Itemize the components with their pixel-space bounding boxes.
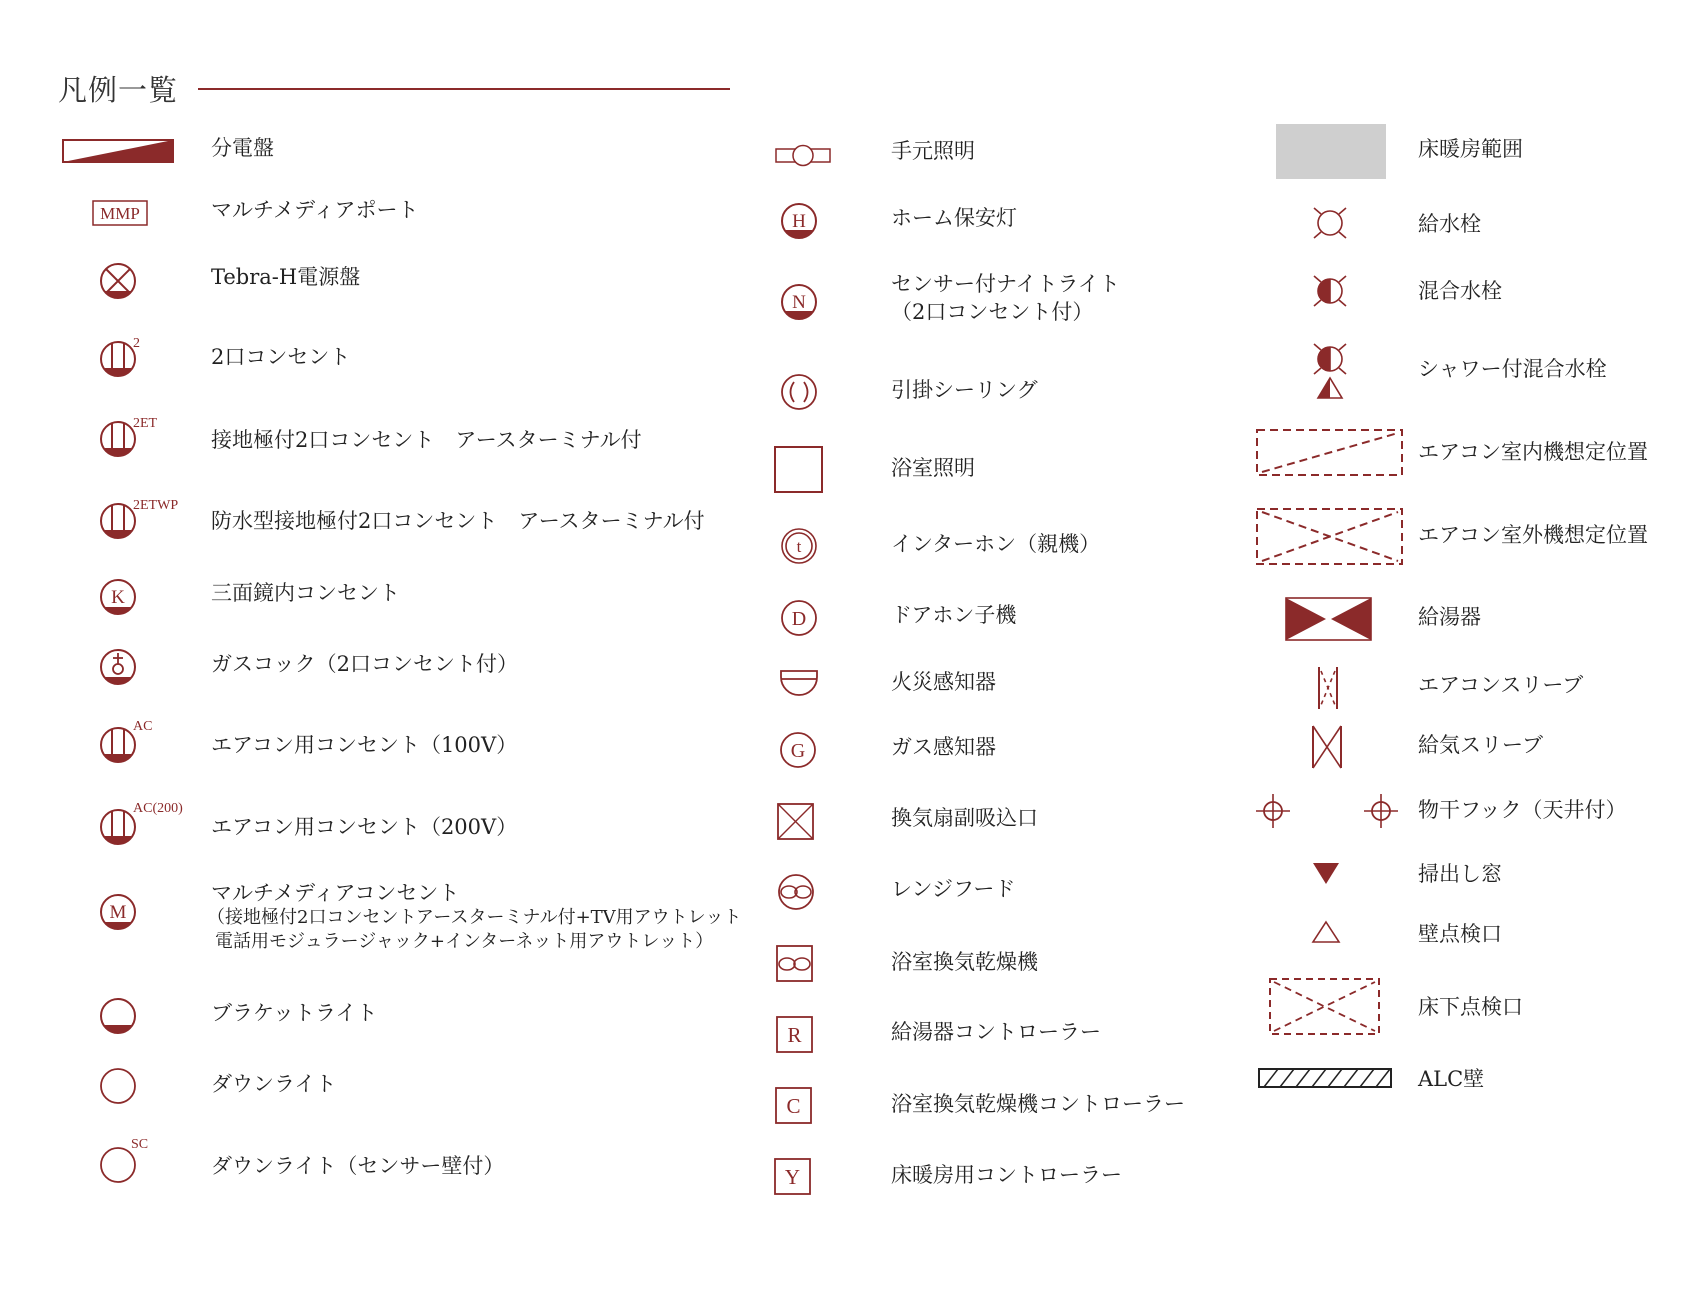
legend-label: マルチメディアコンセント	[211, 881, 460, 905]
mmp-box-icon	[92, 200, 148, 226]
outlet-icon	[99, 500, 199, 540]
square-icon	[774, 446, 824, 494]
svg-text:N: N	[792, 292, 806, 313]
legend-label: 給水栓	[1418, 212, 1481, 236]
circle-letter-half-filled-icon	[780, 283, 818, 321]
water-faucet-icon	[1312, 206, 1348, 240]
fire-detector-icon	[779, 667, 819, 701]
ac-outdoor-dashed-icon	[1256, 508, 1404, 566]
triangle-outline-icon	[1312, 920, 1340, 944]
alc-wall-hatch-icon	[1258, 1068, 1394, 1090]
circle-letter-half-filled-icon	[99, 578, 137, 616]
outlet-superscript: 2ETWP	[133, 498, 179, 513]
water-heater-icon	[1285, 597, 1373, 641]
bracket-light-icon	[99, 997, 137, 1035]
legend-label: 浴室照明	[891, 456, 975, 480]
legend-label: 物干フック（天井付）	[1418, 798, 1627, 822]
legend-label: 浴室換気乾燥機コントローラー	[891, 1092, 1185, 1116]
legend-label: 接地極付2口コンセント アースターミナル付	[211, 428, 642, 452]
circle-letter-icon	[780, 599, 818, 637]
legend-label: 火災感知器	[891, 670, 996, 694]
outlet-icon	[99, 338, 179, 378]
legend-label: 三面鏡内コンセント	[211, 581, 400, 605]
downlight-icon	[99, 1138, 179, 1184]
svg-text:K: K	[111, 587, 125, 608]
legend-label: ホーム保安灯	[891, 206, 1017, 230]
legend-label: 分電盤	[211, 136, 274, 160]
circle-letter-icon	[779, 731, 817, 769]
square-infinity-icon	[776, 945, 814, 983]
filled-triangle-down-icon	[1312, 862, 1340, 886]
square-x-icon	[777, 803, 815, 841]
outlet-icon	[99, 801, 209, 846]
legend-label: 給湯器	[1418, 605, 1481, 629]
svg-text:Y: Y	[784, 1165, 801, 1189]
drying-hook-icon	[1362, 792, 1400, 830]
legend-label: 防水型接地極付2口コンセント アースターミナル付	[211, 509, 705, 533]
square-letter-icon	[775, 1087, 813, 1125]
circle-infinity-icon	[777, 873, 815, 911]
legend-label: 給気スリーブ	[1418, 733, 1543, 757]
svg-text:t: t	[796, 537, 802, 556]
air-sleeve-icon	[1311, 724, 1343, 770]
svg-text:G: G	[790, 740, 806, 762]
ceiling-hook-icon	[780, 373, 818, 411]
legend-label: エアコン用コンセント（200V）	[211, 815, 518, 839]
gas-cock-icon	[99, 648, 137, 686]
legend-label: インターホン（親機）	[891, 532, 1101, 556]
legend-label: ダウンライト（センサー壁付）	[211, 1154, 505, 1178]
legend-label: 手元照明	[891, 139, 975, 163]
legend-label: ガスコック（2口コンセント付）	[211, 652, 518, 676]
gray-area-icon	[1276, 124, 1386, 180]
legend-label: 掃出し窓	[1418, 862, 1502, 886]
double-circle-letter-icon	[780, 527, 818, 565]
legend-label: レンジフード	[891, 877, 1016, 901]
legend-label: ドアホン子機	[891, 603, 1017, 627]
svg-text:H: H	[792, 211, 806, 232]
legend-label: Tebra-H電源盤	[211, 265, 361, 289]
floor-inspection-dashed-icon	[1269, 978, 1381, 1036]
legend-label: エアコン室外機想定位置	[1418, 523, 1648, 547]
svg-text:R: R	[787, 1023, 802, 1047]
legend-label: シャワー付混合水栓	[1418, 357, 1607, 381]
page-title: 凡例一覧	[58, 73, 179, 107]
hand-light-icon	[775, 143, 831, 169]
outlet-superscript: AC(200)	[133, 801, 183, 816]
legend-label-detail: （2口コンセント付）	[891, 300, 1094, 324]
svg-text:D: D	[791, 608, 807, 630]
downlight-superscript: SC	[131, 1137, 149, 1152]
legend-label: ダウンライト	[211, 1072, 337, 1096]
legend-label: 換気扇副吸込口	[891, 806, 1038, 830]
mixing-faucet-icon	[1312, 274, 1348, 308]
legend-label: 引掛シーリング	[891, 378, 1038, 402]
downlight-icon	[99, 1067, 137, 1105]
legend-label: エアコンスリーブ	[1418, 673, 1584, 697]
drying-hook-icon	[1254, 792, 1292, 830]
outlet-icon	[99, 418, 179, 458]
title-divider	[198, 88, 730, 90]
legend-label: 床暖房範囲	[1418, 137, 1523, 161]
legend-label: 床暖房用コントローラー	[891, 1163, 1122, 1187]
svg-text:M: M	[109, 902, 127, 923]
legend-label: 混合水栓	[1418, 279, 1502, 303]
square-letter-icon	[774, 1158, 812, 1196]
legend-label: センサー付ナイトライト	[891, 272, 1120, 296]
distribution-board-icon	[62, 139, 174, 163]
svg-text:MMP: MMP	[100, 204, 140, 223]
legend-label: ブラケットライト	[211, 1001, 378, 1025]
outlet-superscript: 2	[133, 336, 140, 351]
circle-letter-half-filled-icon	[780, 202, 818, 240]
circle-letter-half-filled-icon	[99, 893, 137, 931]
legend-label: 壁点検口	[1418, 922, 1502, 946]
circle-x-half-filled-icon	[99, 262, 137, 300]
legend-label-detail: 電話用モジュラージャック+インターネット用アウトレット）	[215, 931, 714, 952]
legend-label: エアコン室内機想定位置	[1418, 440, 1648, 464]
legend-label: 床下点検口	[1418, 995, 1523, 1019]
legend-label-detail: （接地極付2口コンセントアースターミナル付+TV用アウトレット	[207, 907, 742, 928]
ac-indoor-dashed-icon	[1256, 429, 1404, 477]
outlet-superscript: AC	[133, 719, 153, 734]
legend-label: 2口コンセント	[211, 345, 351, 369]
legend-label: ガス感知器	[891, 735, 996, 759]
legend-label: 給湯器コントローラー	[891, 1020, 1101, 1044]
legend-label: ALC壁	[1418, 1067, 1485, 1091]
legend-label: 浴室換気乾燥機	[891, 950, 1038, 974]
legend-label: エアコン用コンセント（100V）	[211, 733, 518, 757]
legend-label: マルチメディアポート	[211, 198, 419, 222]
outlet-superscript: 2ET	[133, 416, 158, 431]
svg-text:C: C	[786, 1094, 801, 1118]
outlet-icon	[99, 719, 179, 764]
ac-sleeve-icon	[1317, 665, 1339, 711]
shower-mixing-faucet-icon	[1312, 342, 1348, 400]
square-letter-icon	[776, 1016, 814, 1054]
